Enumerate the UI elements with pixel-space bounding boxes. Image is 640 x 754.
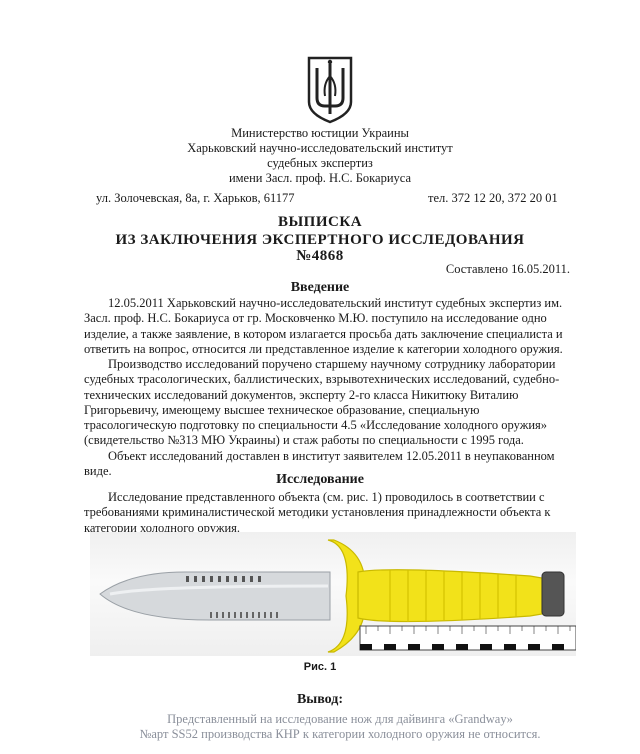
text-line: технических исследований документов, эксперту 2-го класса Никитюку Виталию bbox=[84, 387, 519, 402]
text-line: 12.05.2011 Харьковский научно-исследовательский институт судебных экспертиз им. bbox=[108, 296, 563, 310]
institute-phone: тел. 372 12 20, 372 20 01 bbox=[428, 191, 558, 205]
institute-address: ул. Золочевская, 8а, г. Харьков, 61177 bbox=[96, 191, 295, 205]
text-line: изделие, а также заявление, в котором излагается просьба дать заключение специалиста и bbox=[84, 326, 563, 341]
document-number: №4868 bbox=[296, 248, 344, 264]
trident-emblem-icon bbox=[303, 54, 357, 124]
study-paragraph-1 bbox=[84, 490, 584, 536]
text-line: Григорьевичу, имеющему высшее техническое образование, специальную bbox=[84, 402, 480, 417]
pommel bbox=[542, 572, 564, 616]
knife-photo bbox=[90, 532, 576, 656]
text-line: Исследование представленного объекта (см. рис. 1) проводилось в соответствии с bbox=[108, 490, 545, 504]
institute-name-line2: судебных экспертиз bbox=[267, 156, 373, 170]
ministry-name: Министерство юстиции Украины bbox=[231, 126, 409, 140]
text-line: Производство исследований поручено старшему научному сотруднику лаборатории bbox=[108, 357, 556, 371]
study-heading: Исследование bbox=[276, 472, 364, 487]
text-line: требованиями криминалистической методики установления принадлежности объекта к bbox=[84, 505, 551, 520]
text-line: Объект исследований доставлен в институт заявителем 12.05.2011 в неупакованном bbox=[108, 449, 555, 463]
conclusion-text bbox=[90, 712, 590, 743]
text-line: (свидетельство №313 МЮ Украины) и стаж работы по специальности с 1995 года. bbox=[84, 433, 524, 448]
blade-shape bbox=[100, 572, 330, 620]
measuring-ruler bbox=[360, 626, 576, 650]
text-line: трасологическую подготовку по специальности 4.5 «Исследование холодного оружия» bbox=[84, 418, 548, 433]
intro-heading: Введение bbox=[290, 280, 350, 295]
intro-paragraph-1 bbox=[84, 296, 584, 357]
text-line: №арт SS52 производства КНР к категории холодного оружия не относится. bbox=[139, 727, 541, 742]
figure-caption: Рис. 1 bbox=[303, 661, 337, 673]
text-line: судебных трасологических, баллистических, взрывотехнических исследований, судебно- bbox=[84, 372, 560, 387]
conclusion-heading: Вывод: bbox=[296, 692, 344, 707]
institute-name-line1: Харьковский научно-исследовательский институт bbox=[187, 141, 453, 155]
text-line: Засл. проф. Н.С. Бокариуса от гр. Московченко М.Ю. поступило на исследование одно bbox=[84, 311, 547, 326]
text-line: категории холодного оружия. bbox=[84, 520, 241, 535]
text-line: ответить на вопрос, относится ли представленное изделие к категории холодного оружия. bbox=[84, 341, 563, 356]
handle bbox=[358, 570, 542, 622]
text-line: виде. bbox=[84, 464, 112, 479]
compiled-date: Составлено 16.05.2011. bbox=[445, 262, 570, 276]
document-title: ВЫПИСКА bbox=[277, 214, 363, 230]
document-subtitle: ИЗ ЗАКЛЮЧЕНИЯ ЭКСПЕРТНОГО ИССЛЕДОВАНИЯ bbox=[115, 232, 525, 248]
institute-name-line3: имени Засл. проф. Н.С. Бокариуса bbox=[228, 171, 412, 185]
text-line: Представленный на исследование нож для дайвинга «Grandway» bbox=[167, 712, 513, 726]
intro-paragraph-2 bbox=[84, 357, 584, 449]
